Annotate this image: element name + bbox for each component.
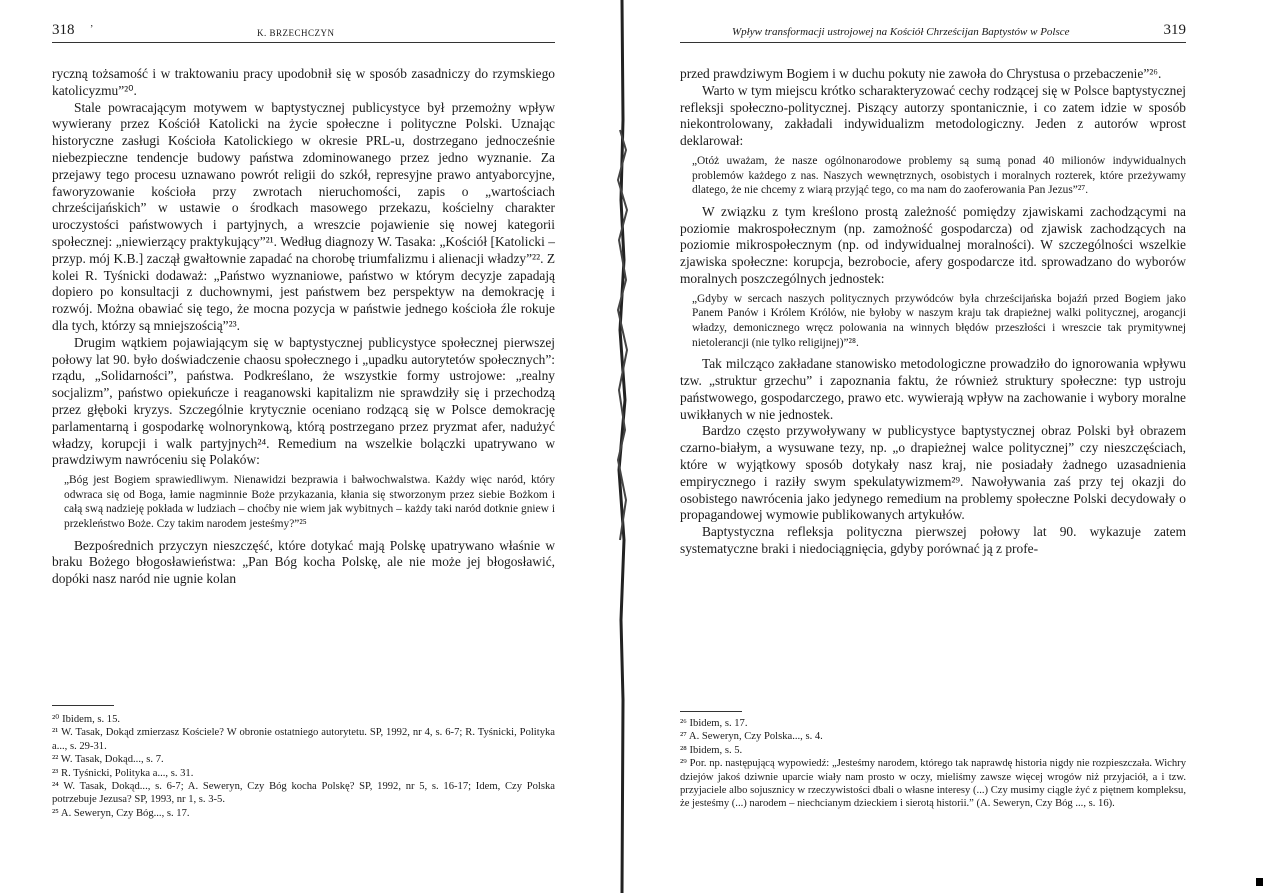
left-page: [52, 0, 555, 893]
page-number-right: 319: [1163, 22, 1186, 38]
header-mark: ’: [90, 24, 94, 35]
footnotes-right: [680, 717, 1186, 811]
footnote: ²⁴ W. Tasak, Dokąd..., s. 6-7; A. Seweryn, Czy Bóg kocha Polskę? SP, 1992, nr 5, s. 16-17; Idem, Czy Polska potrzebuje Jezusa? SP, 1993, nr 1, s. 3-5.: [52, 781, 555, 806]
right-page-body: [680, 66, 1186, 558]
page-number-left: 318: [52, 22, 75, 38]
paragraph: Baptystyczna refleksja polityczna pierwszej połowy lat 90. wykazuje zatem systematyczne braki i niedociągnięcia, gdyby porównać ją z profe-: [680, 524, 1186, 556]
footnote-rule: [52, 705, 114, 706]
right-page-header: [680, 22, 1186, 43]
footnote: ²⁷ A. Seweryn, Czy Polska..., s. 4.: [680, 731, 823, 743]
book-gutter: [610, 0, 636, 893]
paragraph: Bezpośrednich przyczyn nieszczęść, które dotykać mają Polskę upatrywano właśnie w braku Bożego błogosławieństwa: „Pan Bóg kocha Polskę, ale nie może jej błogosławić, dopóki nasz naród nie ugnie kolan: [52, 537, 555, 587]
footnotes-left: [52, 713, 555, 820]
paragraph: Stale powracającym motywem w baptystycznej publicystyce był przemożny wpływ wywierany przez Kościół Katolicki na życie społeczne i polityczne Polski. Uznając historyczne zasługi Kościoła Katolickiego w okresie PRL-u, dostrzegano jednocześnie niebezpieczne tendencje budowy państwa zdominowanego przez jedno wyznanie. Za przejawy tego procesu uznawano powrót religii do szkół, represyjne prawo antyaborcyjne, faworyzowanie kościoła przy zwrotach nieruchomości, zapis o „wartościach chrześcijańskich” w ustawie o środkach masowego przekazu, kościelny charakter uroczystości państwowych i partyjnych, a wreszcie pojawienie się nowej kategorii społecznej: „niewierzący praktykujący”²¹. Według diagnozy W. Tasaka: „Kościół [Katolicki – przyp. mój K.B.] zaczął gwałtownie zapadać na chorobę triumfalizmu i alienacji władzy”²². Z kolei R. Tyśnicki dodaważ: „Państwo wyznaniowe, państwo w którym decyzje zapadają dopiero po konsultacji z duchownymi, jest państwem bez perspektyw na demokrację i rozwój. Można obawiać się tego, że mocna pozycja w państwie jednego kościoła źle rokuje dla tych, którzy są mniejszością”²³.: [52, 99, 555, 333]
paragraph: Bardzo często przywoływany w publicystyce baptystycznej obraz Polski był obrazem czarno-białym, a wysuwane tezy, np. „o drapieżnej walce politycznej” czy nieszczęściach, które w wyjątkowy sposób dotykały nasz kraj, nie posiadały żadnego uzasadnienia empirycznego i raziły swym spekulatywizmem²⁹. Nawoływania zaś przy tej okazji do osobistego nawrócenia jako jedynego remedium na problemy społeczne Polski decydowały o propagandowej wymowie publikowanych artykułów.: [680, 423, 1186, 523]
footnote: ²⁸ Ibidem, s. 5.: [680, 744, 743, 756]
paragraph: W związku z tym kreślono prostą zależność pomiędzy zjawiskami zachodzącymi na poziomie makrospołecznym (np. zamożność gospodarcza) od zjawisk zachodzących na poziomie mikrospołecznym (np. od indywidualnej moralności). W szczególności wszelkie zjawiska społeczne: korupcja, bezrobocie, afery gospodarcze itd. sprowadzano do wyborów moralnych poszczególnych jednostek:: [680, 203, 1186, 286]
footnote: ²⁹ Por. np. następującą wypowiedź: „Jesteśmy narodem, którego tak naprawdę historia nigdy nie rozpieszczała. Wichry dziejów jakoś dziwnie uparcie wiały nam prosto w oczy, mieliśmy zawsze więcej wrogów niż przyjaciół, a i tzw. przyjaciele albo sojusznicy w rzeczywistości dbali o własne interesy (...) Czy musimy ciągle żyć z piętnem kompleksu, że jesteśmy (...) narodem – niechcianym dzieckiem i sierotą historii.” (A. Seweryn, Czy Bóg ..., s. 16).: [680, 758, 1186, 810]
running-head-title: Wpływ transformacji ustrojowej na Kościół Chrześcijan Baptystów w Polsce: [732, 26, 1070, 38]
running-head-author: K. BRZECHCZYN: [257, 28, 335, 38]
footnote: ²³ R. Tyśnicki, Polityka a..., s. 31.: [52, 767, 194, 779]
block-quote: „Bóg jest Bogiem sprawiedliwym. Nienawidzi bezprawia i bałwochwalstwa. Każdy więc naród, który odwraca się od Boga, łamie nagminnie Boże przykazania, kłania się stworzonym przez siebie Bożkom i całą swą nadzieję pokłada w ludziach – choćby nie wiem jak wybitnych – każdy taki naród dotknie gniew i przekleństwo Boże. Czy takim narodem jesteśmy?”²⁵: [64, 474, 555, 530]
paragraph: Drugim wątkiem pojawiającym się w baptystycznej publicystyce społecznej pierwszej połowy lat 90. było doświadczenie chaosu społecznego i „upadku autorytetów społecznych”: rządu, „Solidarności”, państwa. Podkreślano, że wszystkie formy ustrojowe: „realny socjalizm”, państwo opiekuńcze i reaganowski kapitalizm nie sprawdziły się i przechodzą przez głęboki kryzys. Szczególnie krytycznie oceniano rodzącą się w Polsce demokrację parlamentarną i gospodarkę wolnorynkową, którą postrzegano przez pryzmat afer, nadużyć władzy, korupcji i walk partyjnych²⁴. Remedium na wszelkie bolączki upatrywano w prawdziwym nawróceniu się Polaków:: [52, 334, 555, 468]
right-page: [680, 0, 1186, 893]
footnote-rule: [680, 711, 742, 712]
paragraph: ryczną tożsamość i w traktowaniu pracy upodobnił się w sposób zasadniczy do rzymskiego katolicyzmu”²⁰.: [52, 66, 555, 98]
footnote: ²² W. Tasak, Dokąd..., s. 7.: [52, 754, 164, 766]
left-page-body: [52, 66, 555, 588]
block-quote: „Gdyby w sercach naszych politycznych przywódców była chrześcijańska bojaźń przed Bogiem jako Panem Panów i Królem Królów, nie byłoby w naszym kraju tak drapieżnej walki politycznej, arogancji władzy, demonicznego wręcz polowania na winnych błędów przeszłości i wreszcie tak prymitywnej nietolerancji (nie tylko religijnej)”²⁸.: [692, 292, 1186, 349]
left-page-header: [52, 22, 555, 43]
footnote: ²⁰ Ibidem, s. 15.: [52, 714, 121, 725]
scan-corner-mark: [1256, 878, 1263, 886]
paragraph: Tak milcząco zakładane stanowisko metodologiczne prowadziło do ignorowania wpływu tzw. „struktur grzechu” i zapoznania faktu, że również struktury społeczne: typ ustroju państwowego, gospodarczego, prawo etc. wywierają wpływ na zachowanie i wybory moralne uwikłanych w nie jednostek.: [680, 356, 1186, 422]
footnote: ²⁵ A. Seweryn, Czy Bóg..., s. 17.: [52, 807, 190, 819]
paragraph: Warto w tym miejscu krótko scharakteryzować cechy rodzącej się w Polsce baptystycznej refleksji społeczno-politycznej. Piszący autorzy spontanicznie, i co zatem idzie w sposób niekontrolowany, zakładali indywidualizm metodologiczny. Jeden z autorów wprost deklarował:: [680, 82, 1186, 149]
footnote: ²⁶ Ibidem, s. 17.: [680, 718, 748, 729]
paragraph: przed prawdziwym Bogiem i w duchu pokuty nie zawoła do Chrystusa o przebaczenie”²⁶.: [680, 66, 1162, 81]
block-quote: „Otóż uważam, że nasze ogólnonarodowe problemy są sumą ponad 40 milionów indywidualnych problemów każdego z nas. Naszych wewnętrznych, osobistych i moralnych rozterek, które przeżywamy dlatego, że nie chcemy z wiarą przyjąć tego, co ma nam do zaoferowania Pan Jezus”²⁷.: [692, 154, 1186, 197]
footnote: ²¹ W. Tasak, Dokąd zmierzasz Kościele? W obronie ostatniego autorytetu. SP, 1992, nr 4, s. 6-7; R. Tyśnicki, Polityka a..., s. 29-31.: [52, 727, 555, 752]
